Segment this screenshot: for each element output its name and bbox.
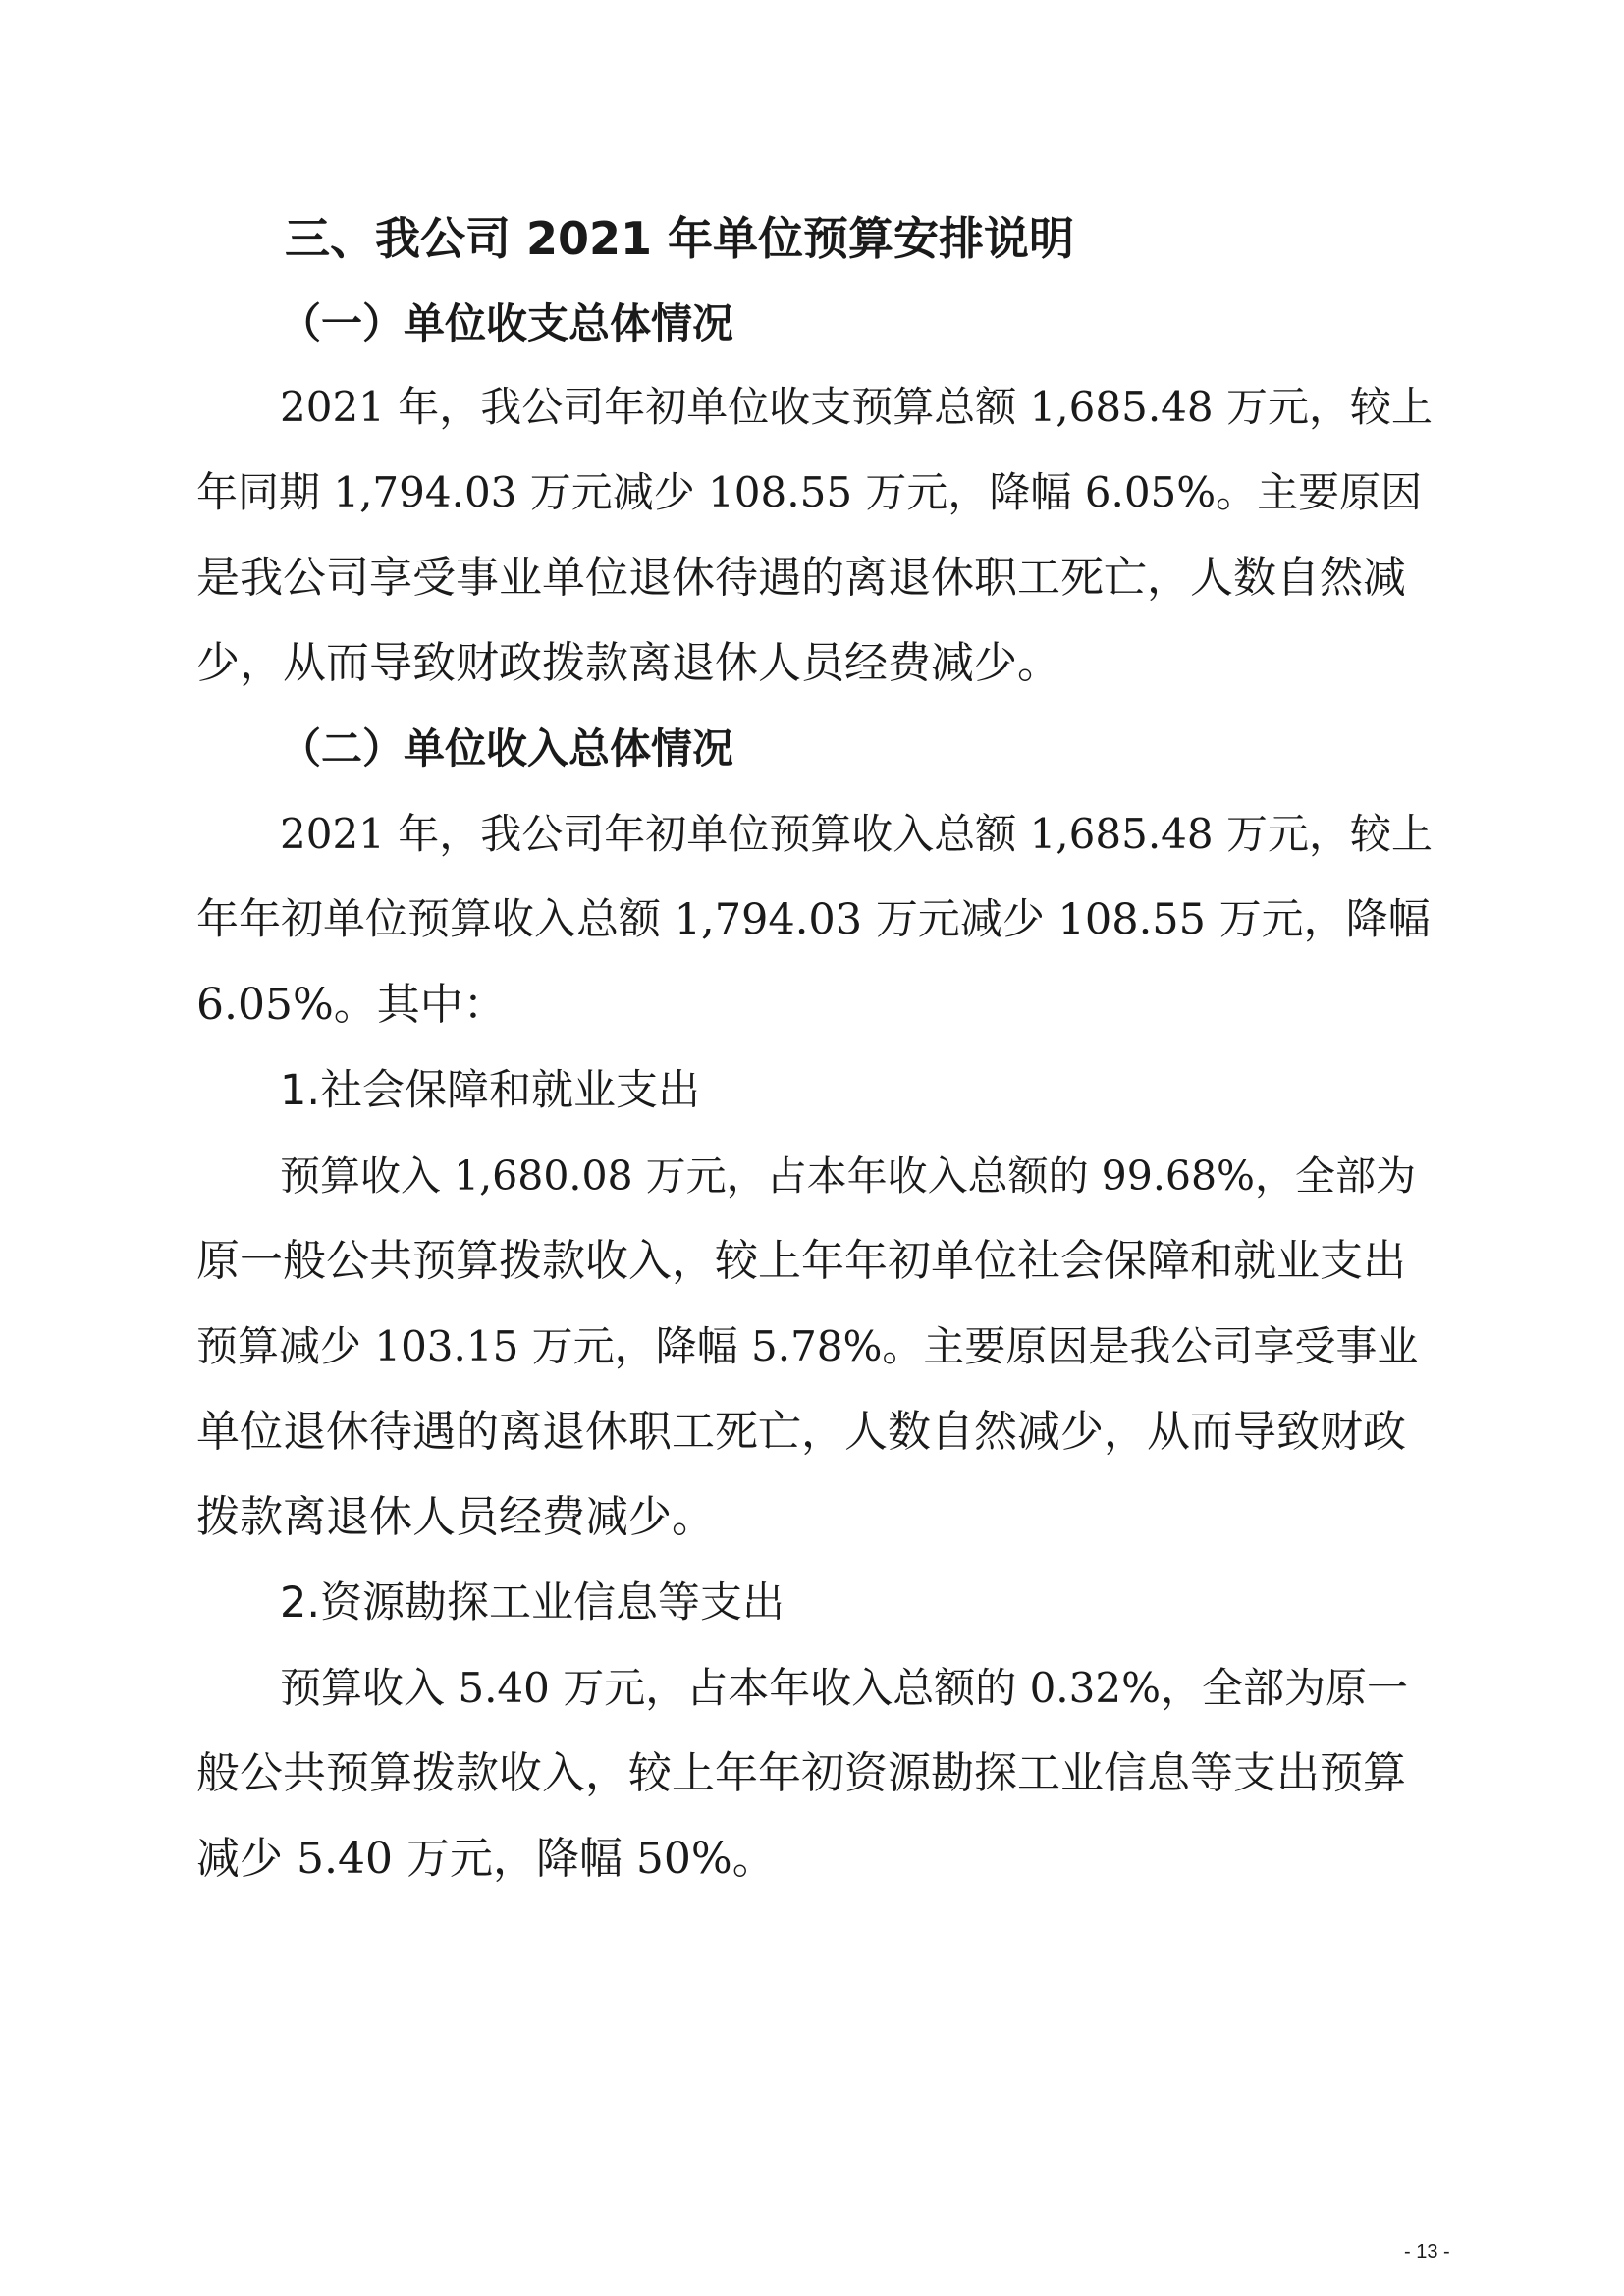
section-title: 三、我公司 2021 年单位预算安排说明 bbox=[285, 212, 1075, 265]
paragraph-line: 般公共预算拨款收入，较上年年初资源勘探工业信息等支出预算 bbox=[196, 1748, 1406, 1798]
subsection-title-2: （二）单位收入总体情况 bbox=[280, 724, 734, 773]
item-title-2: 2.资源勘探工业信息等支出 bbox=[280, 1578, 785, 1628]
paragraph-line: 单位退休待遇的离退休职工死亡，人数自然减少，从而导致财政 bbox=[196, 1407, 1406, 1457]
paragraph-line: 预算收入 1,680.08 万元，占本年收入总额的 99.68%，全部为 bbox=[280, 1152, 1417, 1200]
paragraph-line: 原一般公共预算拨款收入，较上年年初单位社会保障和就业支出 bbox=[196, 1236, 1406, 1286]
paragraph-line: 年同期 1,794.03 万元减少 108.55 万元，降幅 6.05%。主要原因 bbox=[196, 468, 1423, 516]
item-title-1: 1.社会保障和就业支出 bbox=[280, 1066, 701, 1115]
paragraph-line: 是我公司享受事业单位退休待遇的离退休职工死亡，人数自然减 bbox=[196, 553, 1406, 603]
paragraph-line: 少，从而导致财政拨款离退休人员经费减少。 bbox=[196, 638, 1060, 688]
paragraph-line: 6.05%。其中： bbox=[196, 980, 507, 1030]
paragraph-line: 年年初单位预算收入总额 1,794.03 万元减少 108.55 万元，降幅 bbox=[196, 895, 1431, 944]
paragraph-line: 预算收入 5.40 万元，占本年收入总额的 0.32%，全部为原一 bbox=[280, 1664, 1408, 1712]
subsection-title-1: （一）单位收支总体情况 bbox=[280, 299, 734, 347]
paragraph-line: 2021 年，我公司年初单位预算收入总额 1,685.48 万元，较上 bbox=[280, 810, 1433, 858]
paragraph-line: 减少 5.40 万元，降幅 50%。 bbox=[196, 1834, 776, 1884]
paragraph-line: 2021 年，我公司年初单位收支预算总额 1,685.48 万元，较上 bbox=[280, 383, 1433, 431]
paragraph-line: 预算减少 103.15 万元，降幅 5.78%。主要原因是我公司享受事业 bbox=[196, 1322, 1419, 1370]
page-number: - 13 - bbox=[1404, 2241, 1450, 2263]
paragraph-line: 拨款离退休人员经费减少。 bbox=[196, 1492, 715, 1542]
